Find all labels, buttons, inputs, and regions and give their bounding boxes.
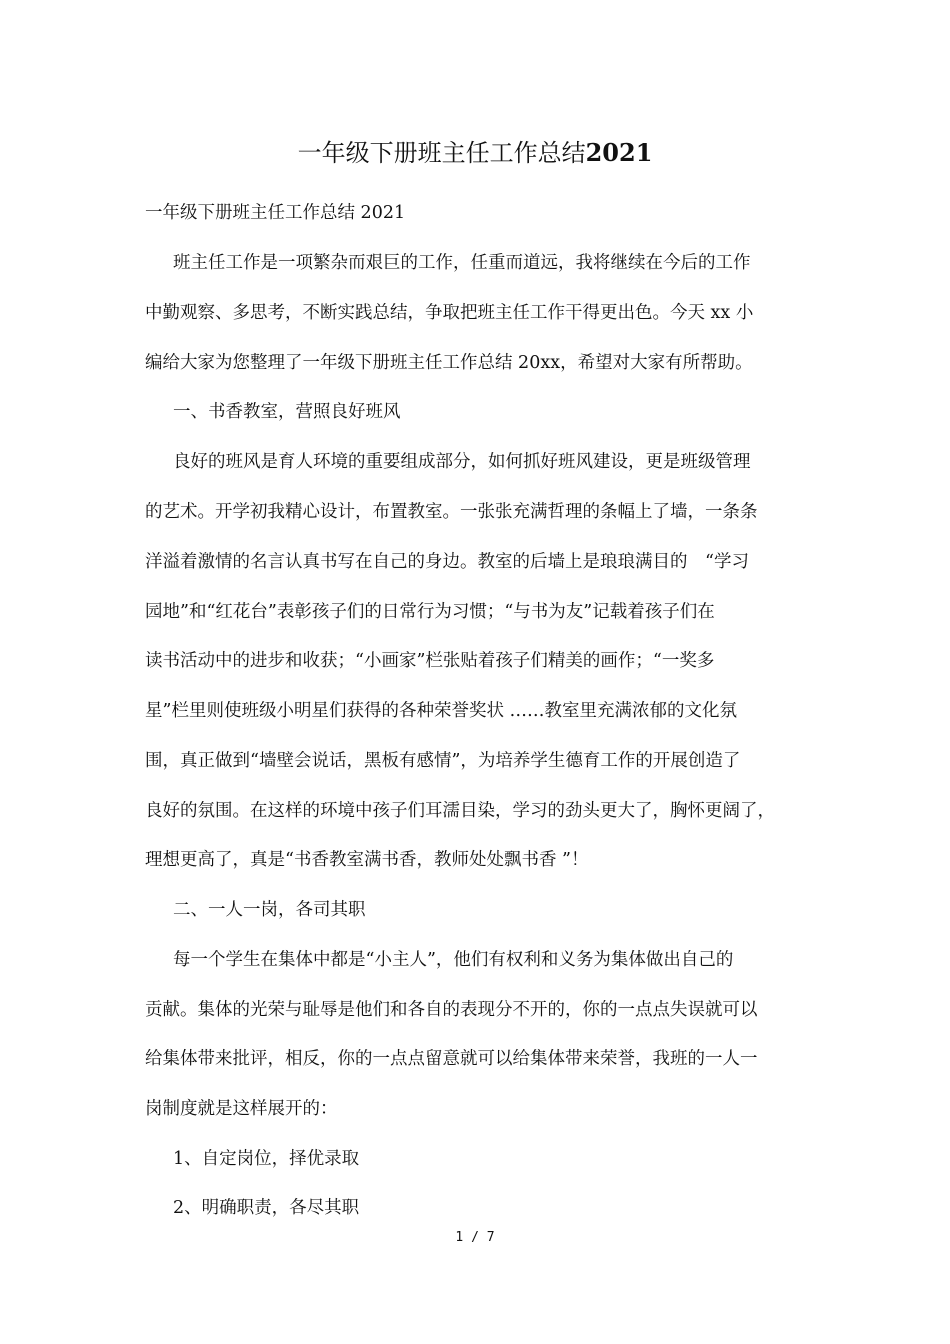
list-item: 1、自定岗位，择优录取 bbox=[173, 1149, 360, 1169]
paragraph-line: 编给大家为您整理了一年级下册班主任工作总结 20xx，希望对大家有所帮助。 bbox=[145, 353, 753, 373]
paragraph-line: 贡献。集体的光荣与耻辱是他们和各自的表现分不开的，你的一点点失误就可以 bbox=[145, 1000, 758, 1020]
paragraph-line: 的艺术。开学初我精心设计，布置教室。一张张充满哲理的条幅上了墙，一条条 bbox=[145, 502, 758, 522]
paragraph-line: 岗制度就是这样展开的： bbox=[145, 1099, 338, 1119]
page-number: 1 / 7 bbox=[455, 1230, 495, 1245]
subtitle-line: 一年级下册班主任工作总结 2021 bbox=[145, 203, 406, 223]
paragraph-line: 星”栏里则使班级小明星们获得的各种荣誉奖状 ……教室里充满浓郁的文化氛 bbox=[145, 701, 738, 721]
title-year: 2021 bbox=[585, 138, 653, 167]
paragraph-line: 良好的氛围。在这样的环境中孩子们耳濡目染，学习的劲头更大了，胸怀更阔了， bbox=[145, 801, 775, 821]
paragraph-line: 洋溢着激情的名言认真书写在自己的身边。教室的后墙上是琅琅满目的 “学习 bbox=[145, 552, 749, 572]
paragraph-line: 园地”和“红花台”表彰孩子们的日常行为习惯；“与书为友”记载着孩子们在 bbox=[145, 602, 715, 622]
paragraph-line: 围，真正做到“墙壁会说话，黑板有感情”，为培养学生德育工作的开展创造了 bbox=[145, 751, 741, 771]
paragraph-line: 良好的班风是育人环境的重要组成部分，如何抓好班风建设，更是班级管理 bbox=[173, 452, 751, 472]
paragraph-line: 给集体带来批评，相反，你的一点点留意就可以给集体带来荣誉，我班的一人一 bbox=[145, 1049, 758, 1069]
paragraph-line: 理想更高了，真是“书香教室满书香，教师处处飘书香 ”！ bbox=[145, 850, 589, 870]
title-text: 一年级下册班主任工作总结 bbox=[297, 139, 586, 167]
section-heading: 一、书香教室，营照良好班风 bbox=[173, 402, 401, 422]
paragraph-line: 每一个学生在集体中都是“小主人”，他们有权利和义务为集体做出自己的 bbox=[173, 950, 734, 970]
paragraph-line: 班主任工作是一项繁杂而艰巨的工作，任重而道远，我将继续在今后的工作 bbox=[173, 253, 751, 273]
paragraph-line: 读书活动中的进步和收获；“小画家”栏张贴着孩子们精美的画作；“一奖多 bbox=[145, 651, 715, 671]
document-title bbox=[0, 137, 950, 169]
list-item: 2、明确职责，各尽其职 bbox=[173, 1198, 360, 1218]
paragraph-line: 中勤观察、多思考，不断实践总结，争取把班主任工作干得更出色。今天 xx 小 bbox=[145, 303, 754, 323]
section-heading: 二、一人一岗，各司其职 bbox=[173, 900, 366, 920]
